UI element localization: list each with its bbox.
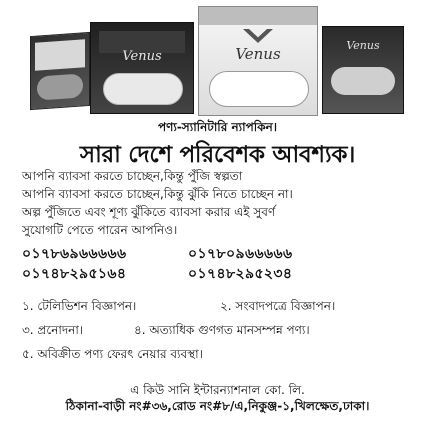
feature-item: ৪. অত্যাধিক গুণগত মানসম্পন্ন পণ্য। — [134, 323, 310, 337]
product-logo: Venus — [235, 45, 281, 63]
product-logo: Venus — [122, 49, 162, 64]
product-pack-2 — [90, 22, 194, 114]
phone-row — [22, 262, 293, 286]
headline: সারা দেশে পরিবেশক আবশ্যক। — [79, 142, 356, 168]
phone-number: ০১৭৮০৯৬৬৬৬৬ — [188, 246, 293, 262]
body-line: সুযোগটি পেতে পারেন আপনিও। — [22, 223, 178, 237]
phone-number: ০১৭৪৮২৯৫২৩৪ — [188, 266, 293, 282]
product-photo — [26, 4, 406, 116]
company-address: ঠিকানা-বাড়ী নং#৩৬,রোড নং#৮/এ,নিকুঞ্জ-১,খিলক্ষেত,ঢাকা। — [65, 399, 370, 413]
body-line: আপনি ব্যাবসা করতে চাচ্ছেন,কিন্তু ঝুঁকি নিতে চাচ্ছেন না। — [22, 187, 293, 201]
feature-item: ১. টেলিভিশন বিজ্ঞাপন। — [22, 299, 137, 313]
body-line: আপনি ব্যাবসা করতে চাচ্ছেন,কিন্তু পুঁজি স্বল্পতা — [22, 169, 243, 183]
feature-row — [22, 298, 336, 318]
feature-item: ২. সংবাদপত্রে বিজ্ঞাপন। — [220, 299, 336, 313]
product-pack-3 — [198, 6, 318, 116]
phone-number: ০১৭৪৮২৯৫১৬৪ — [22, 266, 127, 282]
company-name: এ কিউ সানি ইন্টারন্যাশনাল কো. লি. — [130, 383, 305, 397]
phone-number: ০১৭৮৬৯৬৬৬৬৬ — [22, 246, 127, 262]
product-pack-1 — [30, 32, 90, 110]
feature-row — [22, 322, 310, 342]
product-line: পণ্য-স্যানিটারি ন্যাপকিন। — [157, 120, 278, 134]
feature-item: ৩. প্রনোদনা। — [22, 323, 84, 337]
feature-row — [22, 346, 203, 366]
feature-item: ৫. অবিক্রীত পণ্য ফেরৎ নেয়ার ব্যবস্থা। — [22, 347, 203, 361]
product-pack-4 — [322, 26, 404, 114]
product-logo: Venus — [346, 39, 380, 52]
body-line: অল্প পুঁজিতে এবং শূণ্য ঝুঁকিতে ব্যাবসা করার এই সুবর্ণ — [22, 205, 276, 219]
